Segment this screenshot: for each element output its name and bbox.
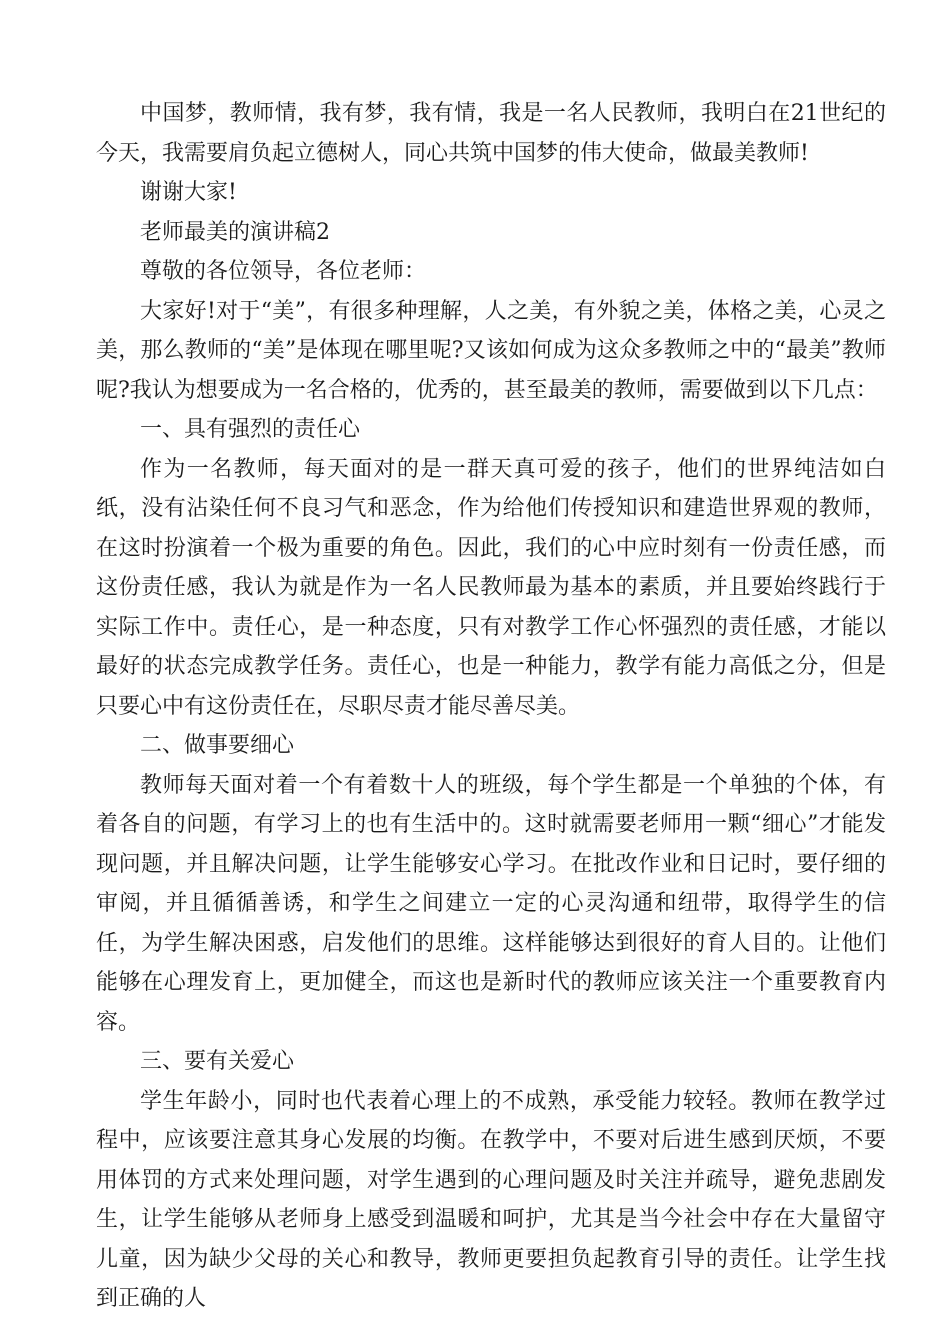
- paragraph-caring: 学生年龄小，同时也代表着心理上的不成熟，承受能力较轻。教师在教学过程中，应该要注意其身心发展的均衡。在教学中，不要对后进生感到厌烦，不要用体罚的方式来处理问题，对学生遇到的心理问题及时关注并疏导，避免悲剧发生，让学生能够从老师身上感受到温暖和呵护，尤其是当今社会中存在大量留守儿童，因为缺少父母的关心和教导，教师更要担负起教育引导的责任。让学生找到正确的人: [96, 1088, 886, 1311]
- paragraph-responsibility: 作为一名教师，每天面对的是一群天真可爱的孩子，他们的世界纯洁如白纸，没有沾染任何不良习气和恶念，作为给他们传授知识和建造世界观的教师，在这时扮演着一个极为重要的角色。因此，我们的心中应时刻有一份责任感，而这份责任感，我认为就是作为一名人民教师最为基本的素质，并且要始终践行于实际工作中。责任心，是一种态度，只有对教学工作心怀强烈的责任感，才能以最好的状态完成教学任务。责任心，也是一种能力，教学有能力高低之分，但是只要心中有这份责任在，尽职尽责才能尽善尽美。: [96, 456, 886, 719]
- section-heading-responsibility: 一、具有强烈的责任心: [140, 417, 361, 442]
- paragraph-thanks: 谢谢大家!: [140, 180, 237, 205]
- section-heading-caring: 三、要有关爱心: [140, 1049, 295, 1074]
- paragraph-carefulness: 教师每天面对着一个有着数十人的班级，每个学生都是一个单独的个体，有着各自的问题，有学习上的也有生活中的。这时就需要老师用一颗“细心”才能发现问题，并且解决问题，让学生能够安心学习。在批改作业和日记时，要仔细的审阅，并且循循善诱，和学生之间建立一定的心灵沟通和纽带，取得学生的信任，为学生解决困惑，启发他们的思维。这样能够达到很好的育人目的。让他们能够在心理发育上，更加健全，而这也是新时代的教师应该关注一个重要教育内容。: [96, 772, 886, 1035]
- document-body: [96, 94, 886, 1319]
- salutation: 尊敬的各位领导，各位老师：: [140, 259, 427, 284]
- speech-title-2: 老师最美的演讲稿2: [140, 219, 330, 245]
- section-heading-carefulness: 二、做事要细心: [140, 733, 295, 758]
- paragraph-closing-dream: 中国梦，教师情，我有梦，我有情，我是一名人民教师，我明白在21世纪的今天，我需要肩负起立德树人，同心共筑中国梦的伟大使命，做最美教师!: [96, 101, 886, 166]
- paragraph-intro: 大家好!对于“美”，有很多种理解，人之美，有外貌之美，体格之美，心灵之美，那么教师的“美”是体现在哪里呢?又该如何成为这众多教师之中的“最美”教师呢?我认为想要成为一名合格的，优秀的，甚至最美的教师，需要做到以下几点：: [96, 298, 886, 403]
